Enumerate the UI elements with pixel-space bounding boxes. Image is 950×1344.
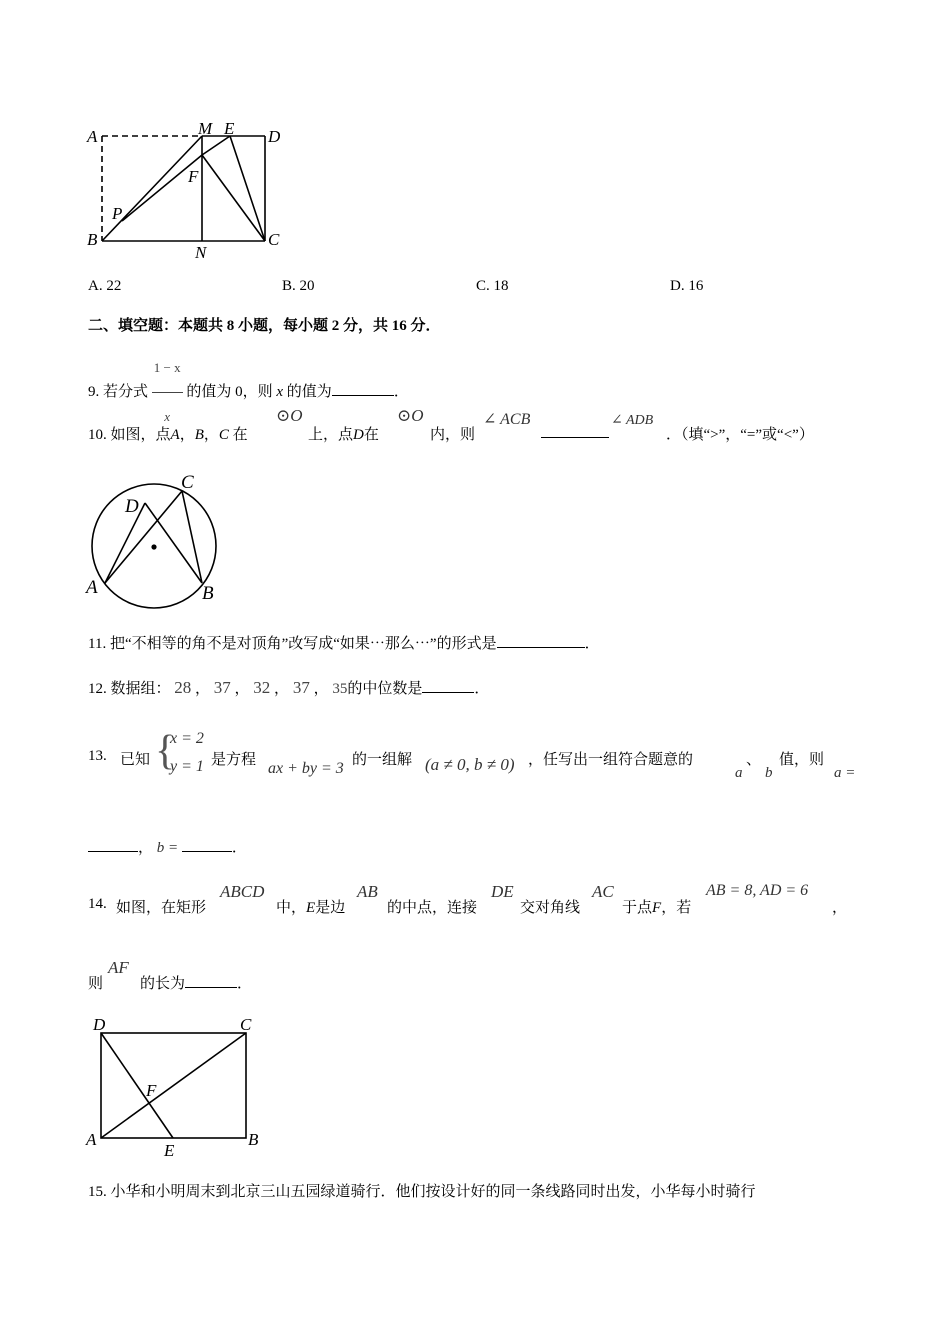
label-B: B	[202, 583, 214, 604]
q14-t7: ，若	[661, 900, 692, 916]
label-A: A	[86, 577, 98, 598]
q12-v1: 28	[174, 678, 192, 697]
q14-t10	[140, 972, 252, 993]
label-F: F	[146, 1081, 157, 1100]
option-a: A. 22	[88, 278, 122, 294]
q14-rect: ABCD	[220, 882, 265, 901]
q10-circle-1: ⊙O	[276, 406, 303, 425]
q12-v4: 37	[292, 678, 310, 697]
q14-t2	[276, 896, 345, 917]
q9-number: 9.	[88, 383, 100, 400]
q13-a-eq: a =	[834, 765, 856, 781]
q12-sep3: ，	[274, 681, 290, 697]
label-B: B	[248, 1130, 259, 1149]
q9-frac-den: x	[164, 409, 171, 424]
q14-tail: ．	[237, 976, 253, 992]
q10-circle-2: ⊙O	[397, 406, 424, 425]
q13-comma: ，	[138, 840, 154, 856]
q9-tail: ．	[393, 383, 409, 400]
label-D: D	[125, 496, 139, 517]
option-c: C. 18	[476, 278, 509, 294]
q9-post: 的值为 0，则	[186, 383, 273, 400]
q11-text: 把“不相等的角不是对顶角”改写成“如果⋯那么⋯”的形式是	[109, 636, 497, 652]
q14-E: E	[306, 900, 316, 916]
q13-t2: 的一组解	[352, 752, 413, 768]
q14-t6	[622, 896, 691, 917]
q10-c2: ，	[203, 427, 219, 443]
q10-c1: ，	[179, 427, 195, 443]
q10-angle-2: ∠ ADB	[611, 413, 654, 428]
label-D: D	[268, 127, 281, 146]
q13-condition: (a ≠ 0, b ≠ 0)	[425, 755, 515, 774]
q14-F: F	[652, 900, 662, 916]
q13-tail: ．	[231, 840, 247, 856]
q10-t6: ．（填“>”，“=”或“<”）	[666, 427, 814, 443]
q13-a: a	[735, 765, 743, 781]
q10-number: 10.	[88, 427, 107, 443]
q14-answer-blank[interactable]	[185, 973, 237, 988]
label-C: C	[268, 230, 280, 249]
q12-v5: 35	[332, 681, 348, 697]
q13-line2	[88, 836, 247, 857]
question-10	[88, 423, 248, 444]
q14-AB: AB	[357, 882, 378, 901]
label-N: N	[195, 243, 207, 262]
q14-AC: AC	[592, 882, 614, 901]
q14-condition: AB = 8, AD = 6	[706, 882, 809, 899]
q14-t1: 如图，在矩形	[116, 900, 207, 916]
q14-t5: 交对角线	[520, 900, 581, 916]
q10-t2: 在	[232, 427, 248, 443]
q13-a-blank[interactable]	[88, 837, 138, 852]
q12-v3: 32	[253, 678, 271, 697]
label-P: P	[112, 204, 123, 223]
q9-frac-num: 1 − x	[152, 344, 183, 393]
q14-t9: 则	[88, 976, 104, 992]
q9-pre: 若分式	[103, 383, 149, 400]
q10-t3-text: 上，点	[308, 427, 354, 443]
q10-C: C	[218, 427, 229, 443]
q14-t2-text: 中，	[276, 900, 307, 916]
q14-t3: 是边	[315, 900, 346, 916]
q11-answer-blank[interactable]	[497, 633, 585, 648]
q9-answer-blank[interactable]	[332, 381, 394, 396]
label-E: E	[224, 119, 235, 138]
label-C: C	[240, 1015, 252, 1034]
q13-b: b	[765, 765, 773, 781]
q13-equation: ax + by = 3	[268, 760, 344, 777]
q12-answer-blank[interactable]	[422, 678, 474, 693]
q12-tail: ．	[474, 681, 490, 697]
q13-b-eq: b =	[156, 840, 179, 856]
label-C: C	[181, 472, 194, 493]
q14-t8: ，	[832, 900, 848, 916]
label-F: F	[188, 167, 199, 186]
q10-t5: 内，则	[430, 427, 476, 443]
label-B: B	[87, 230, 98, 249]
q13-eq2: y = 1	[170, 758, 204, 775]
q13-eq1: x = 2	[170, 730, 204, 747]
q12-number: 12.	[88, 681, 107, 697]
q12-sep1: ，	[195, 681, 211, 697]
q12-post: 的中位数是	[347, 681, 423, 697]
question-12	[88, 677, 489, 698]
label-A: A	[87, 127, 98, 146]
label-A: A	[86, 1130, 97, 1149]
q13-t4: 值，则	[779, 752, 825, 768]
q14-DE: DE	[491, 882, 514, 901]
q14-number: 14.	[88, 896, 107, 912]
section-title: 二、填空题：本题共 8 小题，每小题 2 分，共 16 分．	[88, 318, 441, 334]
q12-sep2: ，	[234, 681, 250, 697]
q10-B: B	[194, 427, 204, 443]
label-E: E	[164, 1141, 175, 1160]
option-b: B. 20	[282, 278, 315, 294]
q10-angle-1: ∠ ACB	[483, 411, 531, 428]
q10-A: A	[170, 427, 180, 443]
figure-rectangle-mnpc	[80, 115, 300, 265]
q10-answer-blank[interactable]	[541, 423, 609, 443]
figure-rectangle-abcd	[80, 1012, 280, 1162]
q14-AF: AF	[108, 958, 129, 977]
q11-number: 11.	[88, 636, 107, 652]
q9-end: 的值为	[286, 383, 332, 400]
label-D: D	[93, 1015, 106, 1034]
q12-sep4: ，	[313, 681, 329, 697]
q10-t4: 在	[363, 427, 379, 443]
q13-pre: 已知	[120, 752, 151, 768]
figure-circle	[80, 470, 260, 610]
q14-t4: 的中点，连接	[387, 900, 478, 916]
q10-t1: 如图，点	[110, 427, 171, 443]
q13-brace: {	[155, 728, 176, 774]
q12-v2: 37	[213, 678, 231, 697]
q9-var: x	[276, 383, 284, 400]
q13-t3: ，任写出一组符合题意的	[528, 752, 694, 768]
q13-b-blank[interactable]	[182, 837, 232, 852]
option-d: D. 16	[670, 278, 704, 294]
q13-sep: 、	[746, 752, 762, 768]
q13-number: 13.	[88, 748, 107, 764]
q11-tail: ．	[584, 636, 600, 652]
q14-t10-text: 的长为	[140, 976, 186, 992]
q15-number: 15.	[88, 1184, 107, 1200]
question-15	[88, 1180, 756, 1201]
q14-t6-text: 于点	[622, 900, 653, 916]
q15-text: 小华和小明周末到北京三山五园绿道骑行．他们按设计好的同一条线路同时出发，小华每小时骑行	[110, 1184, 756, 1200]
question-11	[88, 632, 600, 653]
q12-pre: 数据组：	[110, 681, 171, 697]
q13-t1: 是方程	[211, 752, 257, 768]
q10-D: D	[353, 427, 364, 443]
q10-t3	[308, 423, 379, 444]
label-M: M	[198, 119, 213, 138]
